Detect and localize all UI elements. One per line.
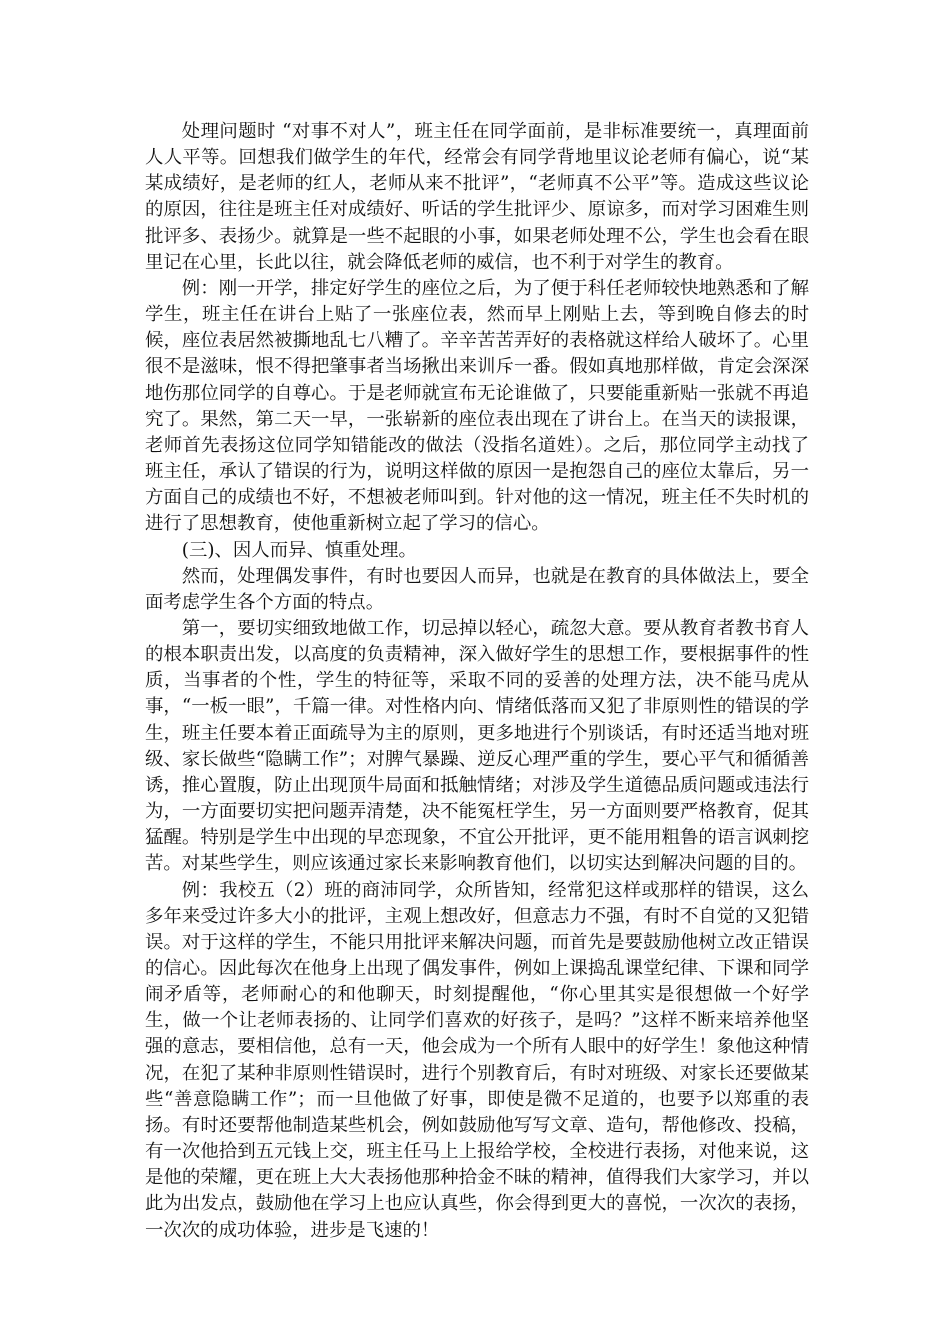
paragraph-first-point: 第一，要切实细致地做工作，切忌掉以轻心，疏忽大意。要从教育者教书育人的根本职责出发，以高度的负责精神，深入做好学生的思想工作，要根据事件的性质，当事者的个性，学生的特征等，采取不同的妥善的处理方法，决不能马虎从事，“一板一眼”，千篇一律。对性格内向、情绪低落而又犯了非原则性的错误的学生，班主任要本着正面疏导为主的原则，更多地进行个别谈话，有时还适当地对班级、家长做些“隐瞒工作”；对脾气暴躁、逆反心理严重的学生，要心平气和循循善诱，推心置腹，防止出现顶牛局面和抵触情绪；对涉及学生道德品质问题或违法行为，一方面要切实把问题弄清楚，决不能冤枉学生，另一方面则要严格教育，促其猛醒。特别是学生中出现的早恋现象，不宜公开批评，更不能用粗鲁的语言讽刺挖苦。对某些学生，则应该通过家长来影响教育他们，以切实达到解决问题的目的。 (145, 617, 809, 875)
paragraph-fairness: 处理问题时 “对事不对人”，班主任在同学面前，是非标准要统一，真理面前人人平等。回想我们做学生的年代，经常会有同学背地里议论老师有偏心，说“某某成绩好，是老师的红人，老师从来不批评”，“老师真不公平”等。造成这些议论的原因，往往是班主任对成绩好、听话的学生批评少、原谅多，而对学习困难生则批评多、表扬少。就算是一些不起眼的小事，如果老师处理不公，学生也会看在眼里记在心里，长此以往，就会降低老师的威信，也不利于对学生的教育。 (145, 121, 809, 273)
paragraph-example-seating-chart: 例：刚一开学，排定好学生的座位之后，为了便于科任老师较快地熟悉和了解学生，班主任在讲台上贴了一张座位表，然而早上刚贴上去，等到晚自修去的时候，座位表居然被撕地乱七八糟了。辛辛苦苦弄好的表格就这样给人破坏了。心里很不是滋味，恨不得把肇事者当场揪出来训斥一番。假如真地那样做，肯定会深深地伤那位同学的自尊心。于是老师就宣布无论谁做了，只要能重新贴一张就不再追究了。果然，第二天一早，一张崭新的座位表出现在了讲台上。在当天的读报课，老师首先表扬这位同学知错能改的做法（没指名道姓）。之后，那位同学主动找了班主任，承认了错误的行为，说明这样做的原因一是抱怨自己的座位太靠后，另一方面自己的成绩也不好，不想被老师叫到。针对他的这一情况，班主任不失时机的进行了思想教育，使他重新树立起了学习的信心。 (145, 277, 809, 535)
document-body (145, 119, 809, 1244)
paragraph-example-student: 例：我校五（2）班的商沛同学，众所皆知，经常犯这样或那样的错误，这么多年来受过许多大小的批评，主观上想改好，但意志力不强，有时不自觉的又犯错误。对于这样的学生，不能只用批评来解决问题，而首先是要鼓励他树立改正错误的信心。因此每次在他身上出现了偶发事件，例如上课捣乱课堂纪律、下课和同学闹矛盾等，老师耐心的和他聊天，时刻提醒他，“你心里其实是很想做一个好学生，做一个让老师表扬的、让同学们喜欢的好孩子，是吗？”这样不断来培养他坚强的意志，要相信他，总有一天，他会成为一个所有人眼中的好学生！象他这种情况，在犯了某种非原则性错误时，进行个别教育后，有时对班级、对家长还要做某些“善意隐瞒工作”；而一旦他做了好事，即使是微不足道的，也要予以郑重的表扬。有时还要帮他制造某些机会，例如鼓励他写写文章、造句，帮他修改、投稿，有一次他拾到五元钱上交，班主任马上上报给学校，全校进行表扬，对他来说，这是他的荣耀，更在班上大大表扬他那种拾金不昧的精神，值得我们大家学习，并以此为出发点，鼓励他在学习上也应认真些，你会得到更大的喜悦，一次次的表扬，一次次的成功体验，进步是飞速的！ (145, 879, 809, 1241)
paragraph-intro-individual: 然而，处理偶发事件，有时也要因人而异，也就是在教育的具体做法上，要全面考虑学生各个方面的特点。 (145, 565, 809, 613)
section-heading-3: (三)、因人而异、慎重处理。 (181, 539, 417, 561)
